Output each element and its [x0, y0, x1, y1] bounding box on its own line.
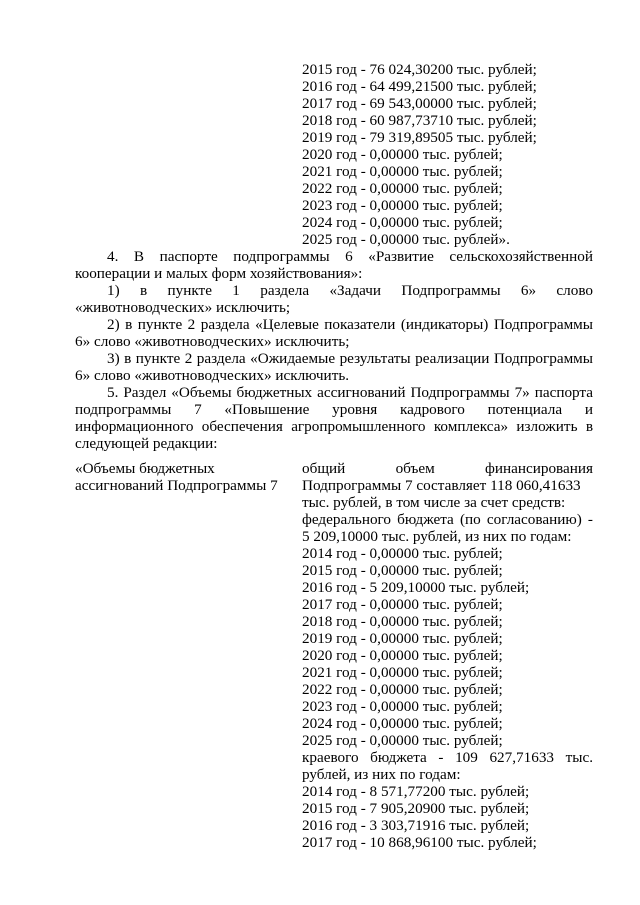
list-item: 2024 год - 0,00000 тыс. рублей;	[302, 715, 503, 732]
list-item: 2014 год - 8 571,77200 тыс. рублей;	[302, 783, 530, 800]
list-item: 2024 год - 0,00000 тыс. рублей;	[302, 214, 503, 231]
regional-budget-line: краевого бюджета - 109 627,71633 тыс.	[302, 749, 593, 766]
total-funding-line: общий объем финансирования	[302, 460, 593, 477]
list-item: 2017 год - 0,00000 тыс. рублей;	[302, 596, 503, 613]
list-item: 2016 год - 5 209,10000 тыс. рублей;	[302, 579, 530, 596]
list-item: 2020 год - 0,00000 тыс. рублей;	[302, 146, 503, 163]
cell-label-line: «Объемы бюджетных	[75, 460, 215, 477]
list-item: 2016 год - 64 499,21500 тыс. рублей;	[302, 78, 537, 95]
list-item: 2015 год - 76 024,30200 тыс. рублей;	[302, 61, 537, 78]
item-4-2-line: 2) в пункте 2 раздела «Целевые показатели (индикаторы) Подпрограммы	[107, 316, 593, 333]
paragraph-5-line: 5. Раздел «Объемы бюджетных ассигнований Подпрограммы 7» паспорта	[107, 384, 593, 401]
list-item: 2022 год - 0,00000 тыс. рублей;	[302, 180, 503, 197]
paragraph-4-line: кооперации и малых форм хозяйствования»:	[75, 265, 363, 282]
table-left-cell	[75, 460, 290, 494]
list-item: 2021 год - 0,00000 тыс. рублей;	[302, 664, 503, 681]
item-4-2-line: 6» слово «животноводческих» исключить;	[75, 333, 350, 350]
list-item: 2019 год - 79 319,89505 тыс. рублей;	[302, 129, 537, 146]
item-4-3-line: 6» слово «животноводческих» исключить.	[75, 367, 350, 384]
table-right-cell	[302, 460, 593, 851]
list-item: 2017 год - 69 543,00000 тыс. рублей;	[302, 95, 537, 112]
list-item: 2022 год - 0,00000 тыс. рублей;	[302, 681, 503, 698]
item-4-1-line: 1) в пункте 1 раздела «Задачи Подпрограммы 6» слово	[107, 282, 593, 299]
list-item: 2023 год - 0,00000 тыс. рублей;	[302, 698, 503, 715]
list-item: 2015 год - 0,00000 тыс. рублей;	[302, 562, 503, 579]
list-item: 2021 год - 0,00000 тыс. рублей;	[302, 163, 503, 180]
list-item: 2018 год - 0,00000 тыс. рублей;	[302, 613, 503, 630]
paragraph-5-line: следующей редакции:	[75, 435, 218, 452]
regional-budget-line: рублей, из них по годам:	[302, 766, 461, 783]
list-item: 2020 год - 0,00000 тыс. рублей;	[302, 647, 503, 664]
paragraph-5-line: подпрограммы 7 «Повышение уровня кадрового потенциала и	[75, 401, 593, 418]
federal-budget-line: федерального бюджета (по согласованию) -	[302, 511, 593, 528]
total-funding-line: тыс. рублей, в том числе за счет средств:	[302, 494, 566, 511]
total-funding-line: Подпрограммы 7 составляет 118 060,41633	[302, 477, 581, 494]
list-item: 2015 год - 7 905,20900 тыс. рублей;	[302, 800, 530, 817]
federal-budget-line: 5 209,10000 тыс. рублей, из них по годам:	[302, 528, 572, 545]
list-item: 2025 год - 0,00000 тыс. рублей».	[302, 231, 510, 248]
paragraph-5-line: информационного обеспечения агропромышленного комплекса» изложить в	[75, 418, 593, 435]
funding-years-list	[302, 61, 602, 248]
list-item: 2014 год - 0,00000 тыс. рублей;	[302, 545, 503, 562]
list-item: 2017 год - 10 868,96100 тыс. рублей;	[302, 834, 537, 851]
list-item: 2016 год - 3 303,71916 тыс. рублей;	[302, 817, 530, 834]
list-item: 2025 год - 0,00000 тыс. рублей;	[302, 732, 503, 749]
list-item: 2019 год - 0,00000 тыс. рублей;	[302, 630, 503, 647]
cell-label-line: ассигнований Подпрограммы 7	[75, 477, 278, 494]
list-item: 2018 год - 60 987,73710 тыс. рублей;	[302, 112, 537, 129]
item-4-3-line: 3) в пункте 2 раздела «Ожидаемые результаты реализации Подпрограммы	[107, 350, 593, 367]
list-item: 2023 год - 0,00000 тыс. рублей;	[302, 197, 503, 214]
item-4-1-line: «животноводческих» исключить;	[75, 299, 291, 316]
document-body	[75, 248, 593, 452]
paragraph-4-line: 4. В паспорте подпрограммы 6 «Развитие сельскохозяйственной	[107, 248, 593, 265]
